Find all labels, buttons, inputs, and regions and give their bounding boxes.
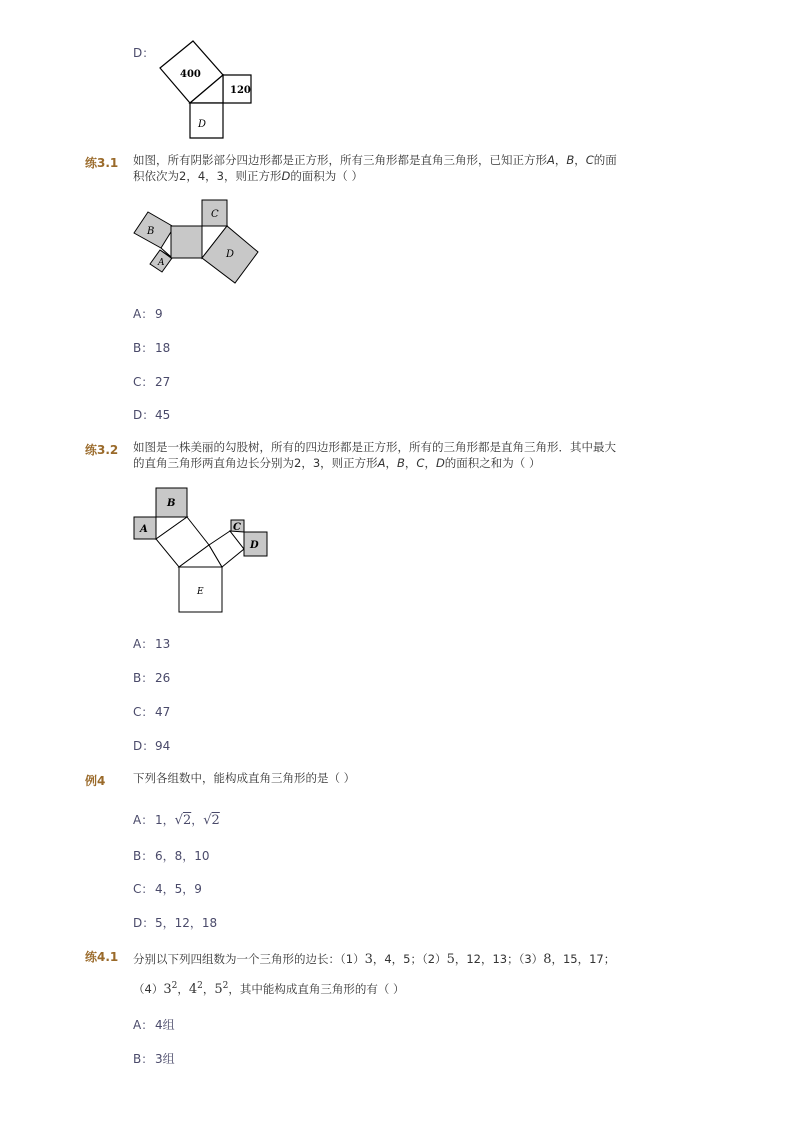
squares-figure-400-120	[150, 36, 260, 142]
label-120: 120	[230, 85, 251, 96]
label-b: B	[147, 226, 155, 237]
label-d: D	[198, 119, 207, 130]
option-c[interactable]: C： 27	[133, 375, 171, 389]
label-a: A	[140, 524, 148, 535]
label-c: C	[211, 209, 219, 220]
question-stem: 如图，所有阴影部分四边形都是正方形，所有三角形都是直角三角形，已知正方形A，B，C的面 积依次为2，4，3，则正方形D的面积为（ ）	[133, 153, 617, 183]
sqrt-icon: √2	[174, 813, 192, 828]
label-e: E	[197, 587, 204, 597]
label-400: 400	[180, 69, 201, 80]
pythagoras-tree-figure	[130, 484, 275, 616]
option-b[interactable]: B： 6，8，10	[133, 849, 210, 863]
option-b[interactable]: B： 3组	[133, 1052, 175, 1066]
option-b[interactable]: B： 26	[133, 671, 171, 685]
label-b: B	[167, 498, 176, 509]
question-stem: 下列各组数中，能构成直角三角形的是（ ）	[133, 771, 356, 785]
option-a[interactable]: A： 9	[133, 307, 163, 321]
question-stem: 分别以下列四组数为一个三角形的边长：（1）3，4，5；（2）5，12，13；（3）8，15，17； $(4)3^2$，$4^2$，$5^2$，其中能构成直角三角形的有（ ）	[133, 952, 616, 997]
option-d[interactable]: D：45	[133, 408, 171, 422]
example-tag: 例4	[85, 774, 106, 788]
option-d[interactable]: D：5，12，18	[133, 916, 218, 930]
option-b[interactable]: B： 18	[133, 341, 171, 355]
option-c[interactable]: C： 4，5，9	[133, 882, 202, 896]
option-label: D：	[133, 46, 155, 60]
question-tag: 练3.1	[85, 156, 119, 170]
question-stem: 如图是一株美丽的勾股树，所有的四边形都是正方形，所有的三角形都是直角三角形．其中最大 的直角三角形两直角边长分别为2，3，则正方形A，B，C，D的面积之和为（ ）	[133, 440, 616, 470]
label-d: D	[226, 249, 235, 260]
label-c: C	[233, 522, 241, 533]
option-c[interactable]: C： 47	[133, 705, 171, 719]
sqrt-icon: √2	[203, 813, 220, 828]
option-a[interactable]: A： 13	[133, 637, 171, 651]
option-d[interactable]: D：94	[133, 739, 171, 753]
option-a[interactable]: A： 1，√2，√2	[133, 813, 220, 828]
question-tag: 练4.1	[85, 950, 119, 964]
label-d: D	[250, 540, 259, 551]
label-a: A	[158, 258, 165, 268]
option-a[interactable]: A： 4组	[133, 1018, 175, 1032]
question-tag: 练3.2	[85, 443, 119, 457]
square-figure-abcd	[130, 196, 280, 286]
